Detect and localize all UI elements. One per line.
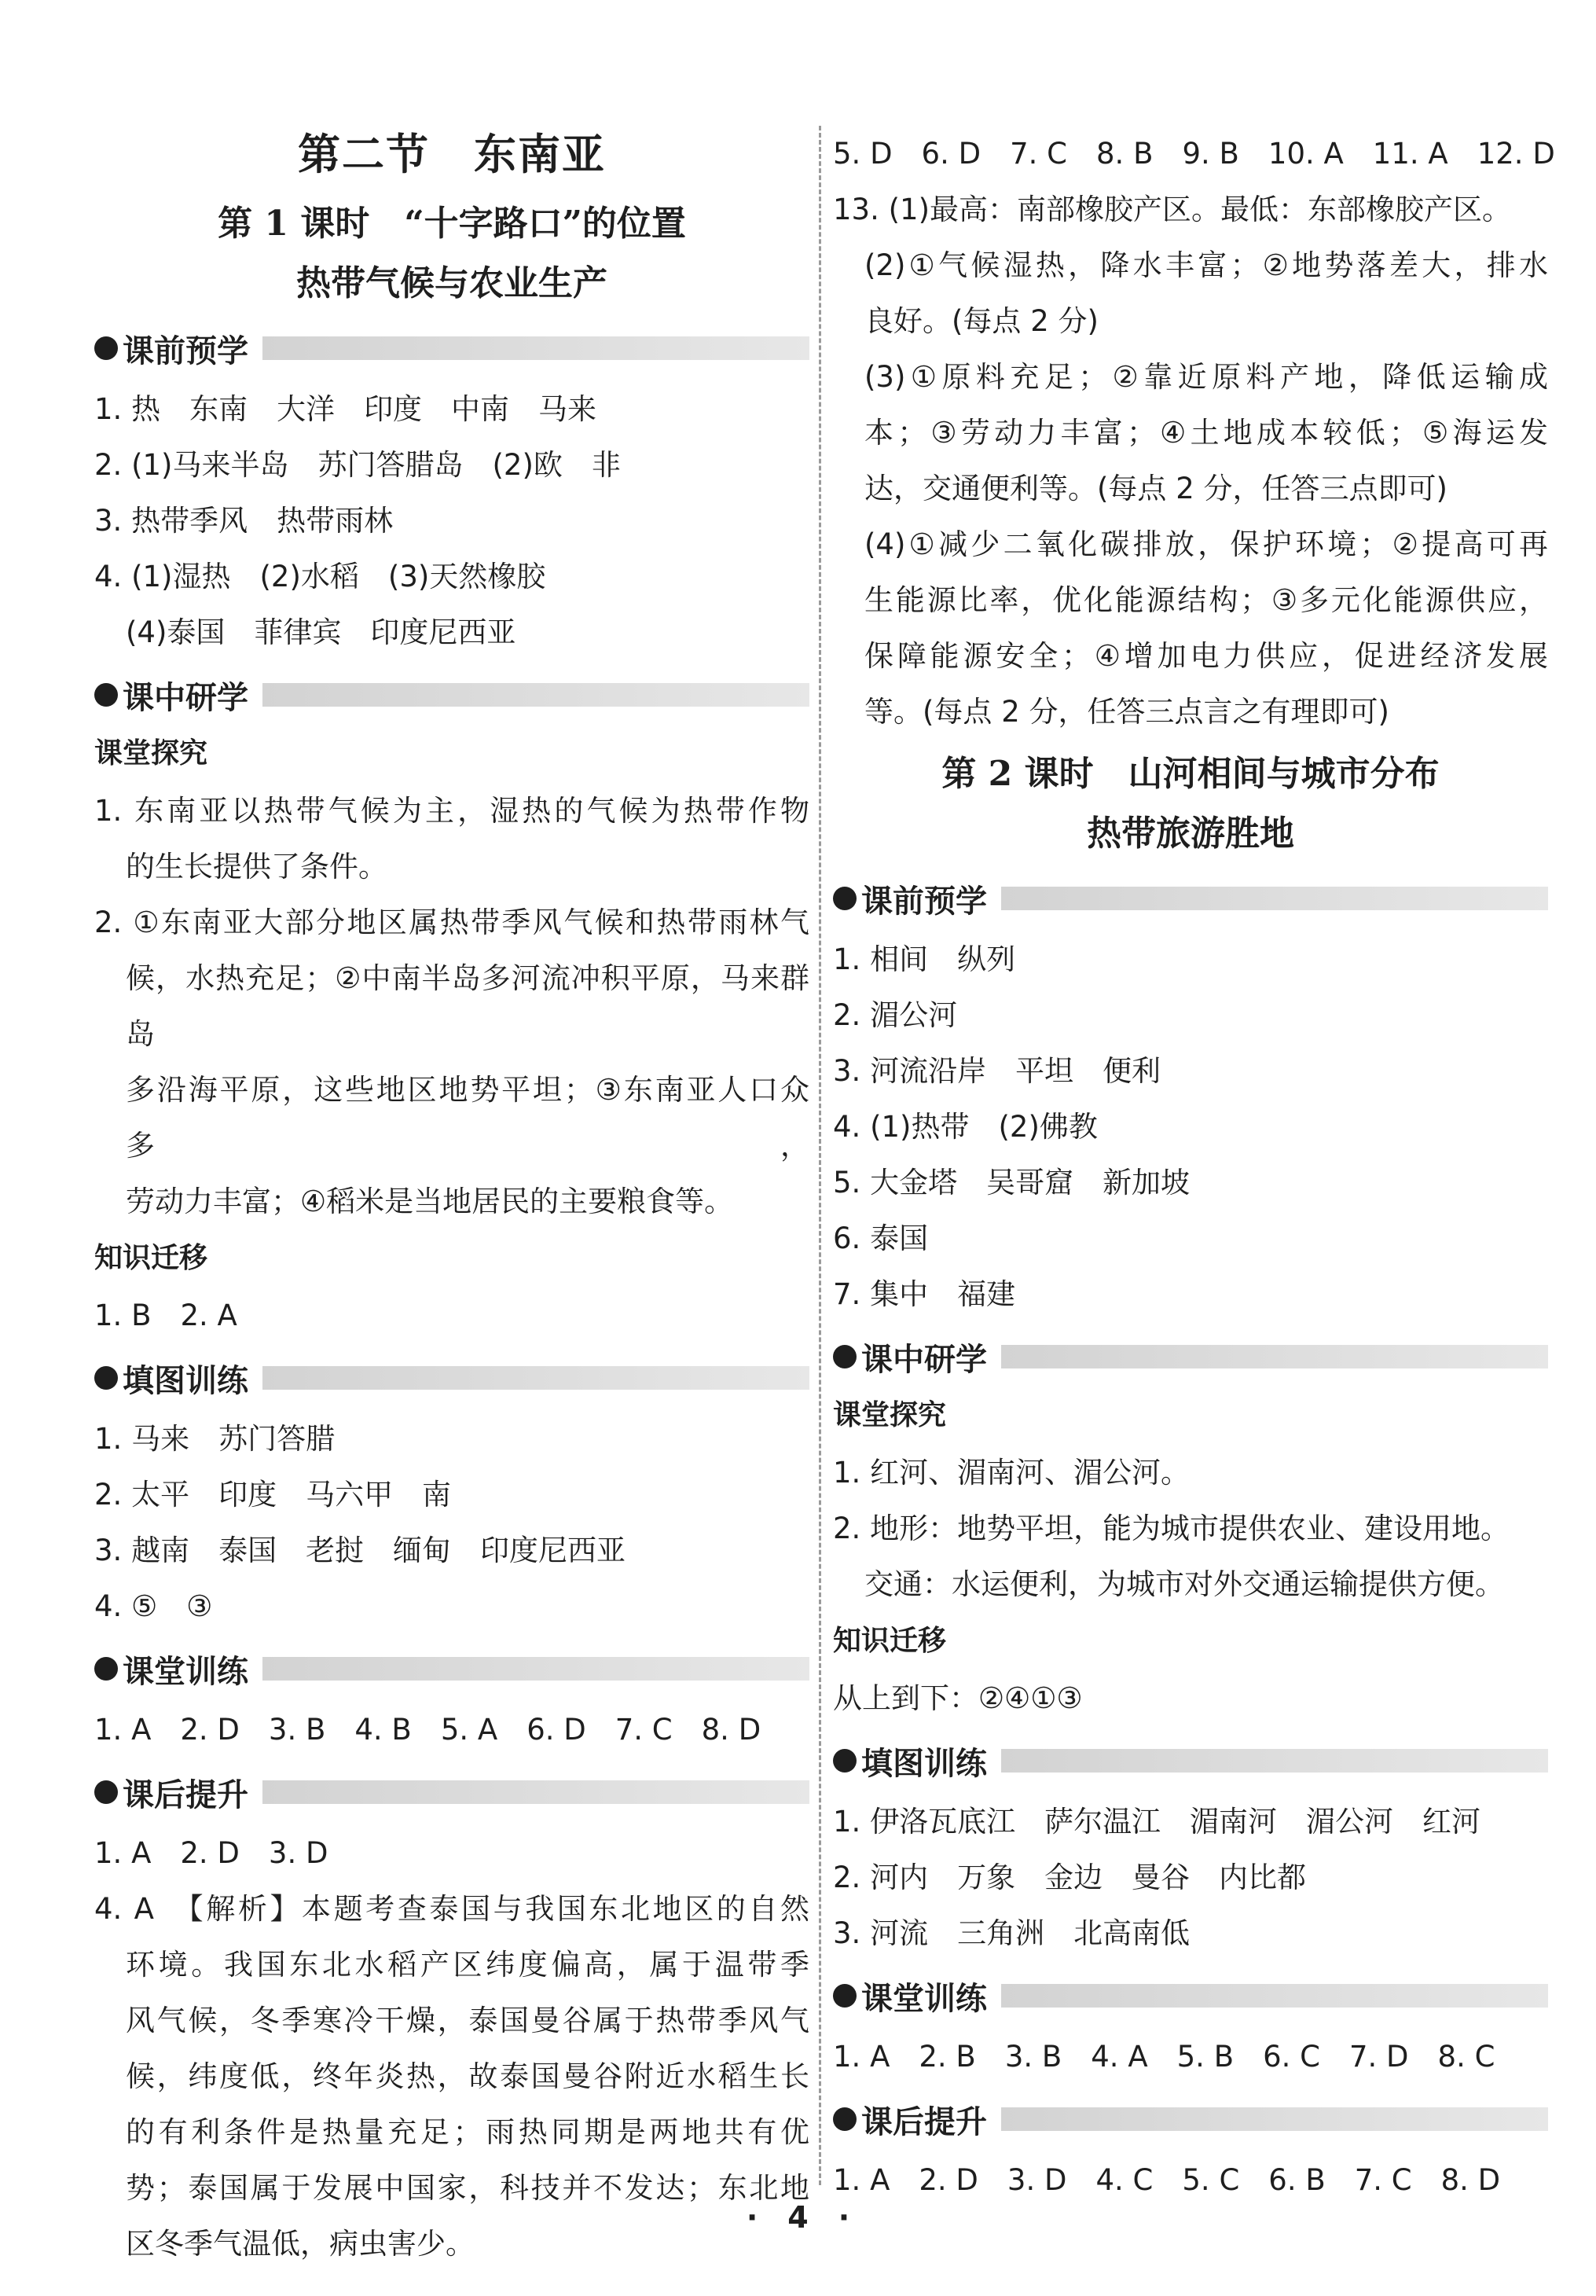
lesson1-title-line1: 第 1 课时 “十字路口”的位置 <box>218 204 686 244</box>
answer-line: 的有利条件是热量充足；雨热同期是两地共有优 <box>126 2115 809 2149</box>
bullet-dot-icon <box>94 683 118 707</box>
heading-map: 填图训练 <box>833 1734 1548 1787</box>
answer-line: 1. 红河、湄南河、湄公河。 <box>833 1456 1191 1490</box>
answer-line: 4. (1)热带 (2)佛教 <box>833 1110 1098 1144</box>
bullet-dot-icon <box>833 1345 857 1368</box>
answer-line: 1. A 2. D 3. D <box>94 1836 328 1870</box>
answer-line: 3. 河流 三角洲 北高南低 <box>833 1916 1191 1950</box>
answer-line: 1. B 2. A <box>94 1299 237 1332</box>
heading-class: 课堂训练 <box>833 1969 1548 2022</box>
answer-line: 劳动力丰富；④稻米是当地居民的主要粮食等。 <box>126 1185 734 1218</box>
heading-bar <box>1001 1345 1548 1368</box>
page-number: · 4 · <box>746 2200 850 2235</box>
heading-bar <box>262 1366 809 1390</box>
heading-bar <box>262 1780 809 1804</box>
answer-line: 3. 河流沿岸 平坦 便利 <box>833 1054 1161 1088</box>
bullet-dot-icon <box>833 887 857 910</box>
subheading-transfer: 知识迁移 <box>833 1625 947 1657</box>
answer-line: 5. 大金塔 吴哥窟 新加坡 <box>833 1166 1191 1199</box>
heading-class: 课堂训练 <box>94 1642 809 1695</box>
column-divider <box>819 126 821 2185</box>
bullet-dot-icon <box>94 1366 118 1390</box>
subheading-transfer: 知识迁移 <box>94 1242 208 1274</box>
heading-bar <box>1001 1749 1548 1773</box>
heading-preview: 课前预学 <box>833 872 1548 925</box>
answer-line: 1. 东南亚以热带气候为主，湿热的气候为热带作物 <box>94 794 809 828</box>
answer-line: 1. A 2. B 3. B 4. A 5. B 6. C 7. D 8. C <box>833 2040 1495 2074</box>
bullet-dot-icon <box>833 1749 857 1773</box>
heading-bar <box>262 1657 809 1681</box>
bullet-dot-icon <box>94 1657 118 1681</box>
answer-line: 生能源比率，优化能源结构；③多元化能源供应， <box>864 583 1548 617</box>
answer-line: 1. A 2. D 3. B 4. B 5. A 6. D 7. C 8. D <box>94 1713 761 1747</box>
answer-line: 的生长提供了条件。 <box>126 850 387 884</box>
answer-line: 4. A 【解析】本题考查泰国与我国东北地区的自然 <box>94 1892 809 1926</box>
heading-preview: 课前预学 <box>94 321 809 375</box>
bullet-dot-icon <box>94 336 118 360</box>
answer-line: 保障能源安全；④增加电力供应，促进经济发展 <box>864 639 1548 673</box>
section-title: 第二节 东南亚 <box>298 129 606 179</box>
heading-study: 课中研学 <box>94 668 809 722</box>
heading-bar <box>262 683 809 707</box>
bullet-dot-icon <box>94 1780 118 1804</box>
lesson2-title-line2: 热带旅游胜地 <box>1087 814 1294 854</box>
answer-line: 2. 河内 万象 金边 曼谷 内比都 <box>833 1861 1307 1894</box>
answer-line: 多沿海平原，这些地区地势平坦；③东南亚人口众多， <box>126 1073 809 1163</box>
heading-bar <box>1001 887 1548 910</box>
answer-line: (4)①减少二氧化碳排放，保护环境；②提高可再 <box>864 527 1548 561</box>
answer-line: 良好。(每点 2 分) <box>864 304 1099 338</box>
answer-line: 从上到下：②④①③ <box>833 1681 1083 1715</box>
answer-line: 候，纬度低，终年炎热，故泰国曼谷附近水稻生长 <box>126 2059 809 2093</box>
right-column <box>833 126 1555 2208</box>
bullet-dot-icon <box>833 2107 857 2131</box>
lesson1-title-line2: 热带气候与农业生产 <box>296 263 607 303</box>
answer-line: (3)①原料充足；②靠近原料产地，降低运输成 <box>864 360 1548 394</box>
answer-line: 2. 太平 印度 马六甲 南 <box>94 1478 452 1512</box>
answer-line: 1. 相间 纵列 <box>833 942 1016 976</box>
answer-line: 1. 伊洛瓦底江 萨尔温江 湄南河 湄公河 红河 <box>833 1805 1481 1839</box>
answer-line: (2)①气候湿热，降水丰富；②地势落差大，排水 <box>864 248 1548 282</box>
answer-line: 3. 越南 泰国 老挝 缅甸 印度尼西亚 <box>94 1534 626 1567</box>
answer-line: (4)泰国 菲律宾 印度尼西亚 <box>126 615 516 649</box>
answer-line: 13. (1)最高：南部橡胶产区。最低：东部橡胶产区。 <box>833 193 1512 226</box>
answer-line: 2. 地形：地势平坦，能为城市提供农业、建设用地。 <box>833 1512 1510 1545</box>
answer-line: 2. ①东南亚大部分地区属热带季风气候和热带雨林气 <box>94 906 809 939</box>
answer-line: 6. 泰国 <box>833 1221 929 1255</box>
answer-line: 达，交通便利等。(每点 2 分，任答三点即可) <box>864 472 1447 505</box>
left-column <box>94 118 809 2272</box>
heading-bar <box>1001 2107 1548 2131</box>
answer-line: 区冬季气温低，病虫害少。 <box>126 2227 475 2261</box>
answer-line: 4. (1)湿热 (2)水稻 (3)天然橡胶 <box>94 560 546 593</box>
heading-bar <box>262 336 809 360</box>
heading-after: 课后提升 <box>94 1765 809 1819</box>
answer-line: 2. 湄公河 <box>833 998 958 1032</box>
answer-line: 风气候，冬季寒冷干燥，泰国曼谷属于热带季风气 <box>126 2004 809 2037</box>
answer-line: 5. D 6. D 7. C 8. B 9. B 10. A 11. A 12. D <box>833 137 1555 171</box>
heading-map: 填图训练 <box>94 1351 809 1405</box>
bullet-dot-icon <box>833 1984 857 2008</box>
subheading-explore: 课堂探究 <box>94 737 208 770</box>
answer-line: 3. 热带季风 热带雨林 <box>94 504 394 538</box>
answer-line: 1. 马来 苏门答腊 <box>94 1422 336 1456</box>
heading-after: 课后提升 <box>833 2092 1548 2146</box>
answer-line: 1. 热 东南 大洋 印度 中南 马来 <box>94 392 597 426</box>
answer-line: 2. (1)马来半岛 苏门答腊岛 (2)欧 非 <box>94 448 621 482</box>
answer-line: 等。(每点 2 分，任答三点言之有理即可) <box>864 695 1389 729</box>
heading-study: 课中研学 <box>833 1330 1548 1383</box>
answer-line: 交通：水运便利，为城市对外交通运输提供方便。 <box>864 1567 1504 1601</box>
answer-line: 环境。我国东北水稻产区纬度偏高，属于温带季 <box>126 1948 809 1982</box>
answer-line: 势；泰国属于发展中国家，科技并不发达；东北地 <box>126 2171 809 2205</box>
answer-line: 本；③劳动力丰富；④土地成本较低；⑤海运发 <box>864 416 1548 450</box>
lesson2-title-line1: 第 2 课时 山河相间与城市分布 <box>941 754 1440 794</box>
subheading-explore: 课堂探究 <box>833 1399 947 1431</box>
answer-line: 7. 集中 福建 <box>833 1277 1016 1311</box>
answer-line: 4. ⑤ ③ <box>94 1589 213 1623</box>
answer-line: 候，水热充足；②中南半岛多河流冲积平原，马来群岛 <box>126 961 809 1051</box>
answer-line: 1. A 2. D 3. D 4. C 5. C 6. B 7. C 8. D <box>833 2163 1501 2197</box>
heading-bar <box>1001 1984 1548 2008</box>
